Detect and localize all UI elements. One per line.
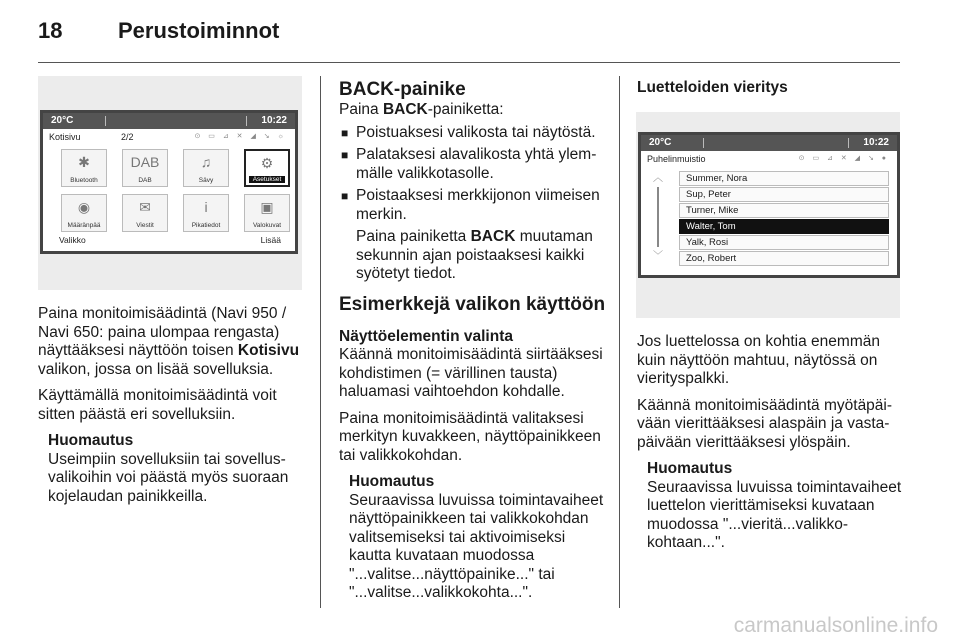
bullet-item: ■ Poistuaksesi valikosta tai näytöstä. [341,123,596,141]
screen-title: Puhelinmuistio [647,154,706,164]
note-1 [48,432,306,506]
note-3 [647,460,909,553]
tile-label: Asetukset [249,176,285,183]
menu-label: Valikko [59,235,86,245]
note-text: Seuraavissa luvuissa toimintavaiheet luettelon vierittämiseksi kuvataan muodossa "...vieritä...valikkokohtaan...". [647,478,902,551]
clock: 10:22 [261,115,287,126]
back-bullets [339,124,607,284]
screen-subtitle-row [641,151,897,167]
list-item[interactable]: Walter, Tom [679,219,889,234]
column-divider-1 [320,76,321,608]
page-indicator: 2/2 [121,132,134,142]
tile-1[interactable] [122,149,168,187]
tile-icon: ⚙ [260,155,274,171]
tile-icon: ◉ [77,199,91,215]
paragraph-select-2: Paina monitoimisäädintä valitaksesi merkityn kuvakkeen, näyttöpainikkeen tai valikkokohdan. [339,409,601,464]
column-2-text [339,79,607,603]
tile-icon: ▣ [260,199,274,215]
note-text: Useimpiin sovelluksiin tai sovellusvalikoihin voi päästä myös suoraan kojelaudan painikkeilla. [48,450,289,505]
tile-label: Sävy [198,177,214,184]
paragraph-apps: Käyttämällä monitoimisäädintä voit sitten päästä eri sovelluksiin. [38,387,277,423]
header-rule [38,62,900,63]
paragraph-home: Paina monitoimisäädintä (Navi 950 / Navi 650: paina ulompaa rengasta) näyttääksesi näyttöön toisen Kotisivu valikon, jossa on lisää sovelluksia. [38,305,300,378]
page-number: 18 [38,18,63,43]
home-screen [40,110,298,254]
paragraph-select-1: Käännä monitoimisäädintä siirtääksesi kohdistimen (= värillinen tausta) haluamasi vaihtoehdon kohdalle. [339,346,603,400]
tile-icon: ✱ [78,154,90,170]
scrollbar[interactable] [657,187,659,247]
heading-back-button: BACK-painike [339,79,466,100]
bullet-item: ■ Poistaaksesi merkkijonon viimeisen merkin. [341,187,600,223]
column-divider-2 [619,76,620,608]
home-screen-figure [38,76,302,290]
note-heading: Huomautus [647,460,733,477]
page-header [0,0,960,62]
clock: 10:22 [863,137,889,148]
tile-label: Määränpää [67,222,101,229]
screen-title: Kotisivu [49,132,81,142]
column-3-text [637,79,905,98]
heading-examples: Esimerkkejä valikon käyttöön [339,293,606,315]
tile-0[interactable] [61,149,107,187]
list-item[interactable]: Zoo, Robert [679,251,889,266]
tile-3[interactable] [244,149,290,187]
status-icons: ⊙ ▭ ⊿ ✕ ◢ ↘ ☼ [194,133,287,140]
status-icons: ⊙ ▭ ⊿ ✕ ◢ ↘ ● [798,155,889,162]
temperature: 20°C [649,137,672,148]
scroll-down-icon[interactable]: ﹀ [653,251,663,262]
tile-icon: ♫ [200,154,212,170]
list-screen-figure [636,112,900,318]
list-item[interactable]: Yalk, Rosi [679,235,889,250]
tile-label: Valokuvat [252,222,282,229]
note-text: Seuraavissa luvuissa toimintavaiheet näyttöpainikkeen tai valikkokohdan valitsemiseksi tai aktivoimiseksi kautta kuvataan muodossa "...valitse...näyttöpainike..." tai "...valitse...valikkokohta...". [349,491,604,601]
column-1-text [38,305,306,506]
list-item[interactable]: Summer, Nora [679,171,889,186]
note-heading: Huomautus [48,432,134,449]
screen-subtitle-row [43,129,295,145]
tile-icon: DAB [130,154,160,170]
tile-icon: i [204,199,208,215]
list-item[interactable]: Sup, Peter [679,187,889,202]
tile-7[interactable] [244,194,290,232]
list-item[interactable]: Turner, Mike [679,203,889,218]
list-screen [638,132,900,278]
status-bar [641,135,897,151]
status-bar [43,113,295,129]
tile-label: Viestit [136,222,154,229]
tile-4[interactable] [61,194,107,232]
column-3-body [637,333,909,553]
tile-5[interactable] [122,194,168,232]
more-label: Lisää [260,235,281,245]
tile-6[interactable] [183,194,229,232]
paragraph-scroll-direction: Käännä monitoimisäädintä myötäpäivään vierittääksesi alaspäin ja vastapäivään vierittääksesi ylöspäin. [637,396,893,451]
watermark: carmanualsonline.info [733,614,938,637]
note-2 [349,473,607,603]
heading-list-scroll: Luetteloiden vieritys [637,79,788,96]
paragraph-scrollbar: Jos luettelossa on kohtia enemmän kuin näyttöön mahtuu, näytössä on vierityspalkki. [637,333,880,387]
note-heading: Huomautus [349,473,435,490]
tile-2[interactable] [183,149,229,187]
tile-label: Bluetooth [70,177,98,184]
bullet-subtext: Paina painiketta BACK muutaman sekunnin ajan poistaaksesi kaikki syötetyt tiedot. [356,228,593,282]
heading-select-element: Näyttöelementin valinta [339,327,513,345]
tile-label: Pikatiedot [191,222,221,229]
tile-label: DAB [138,177,152,184]
page-title: Perustoiminnot [118,18,280,43]
scroll-up-icon[interactable]: ︿ [653,173,663,184]
back-intro: Paina BACK-painiketta: [339,101,504,118]
bullet-item: ■ Palataksesi alavalikosta yhtä ylemmälle valikkotasolle. [341,146,597,182]
tile-icon: ✉ [139,199,151,215]
temperature: 20°C [51,115,74,126]
